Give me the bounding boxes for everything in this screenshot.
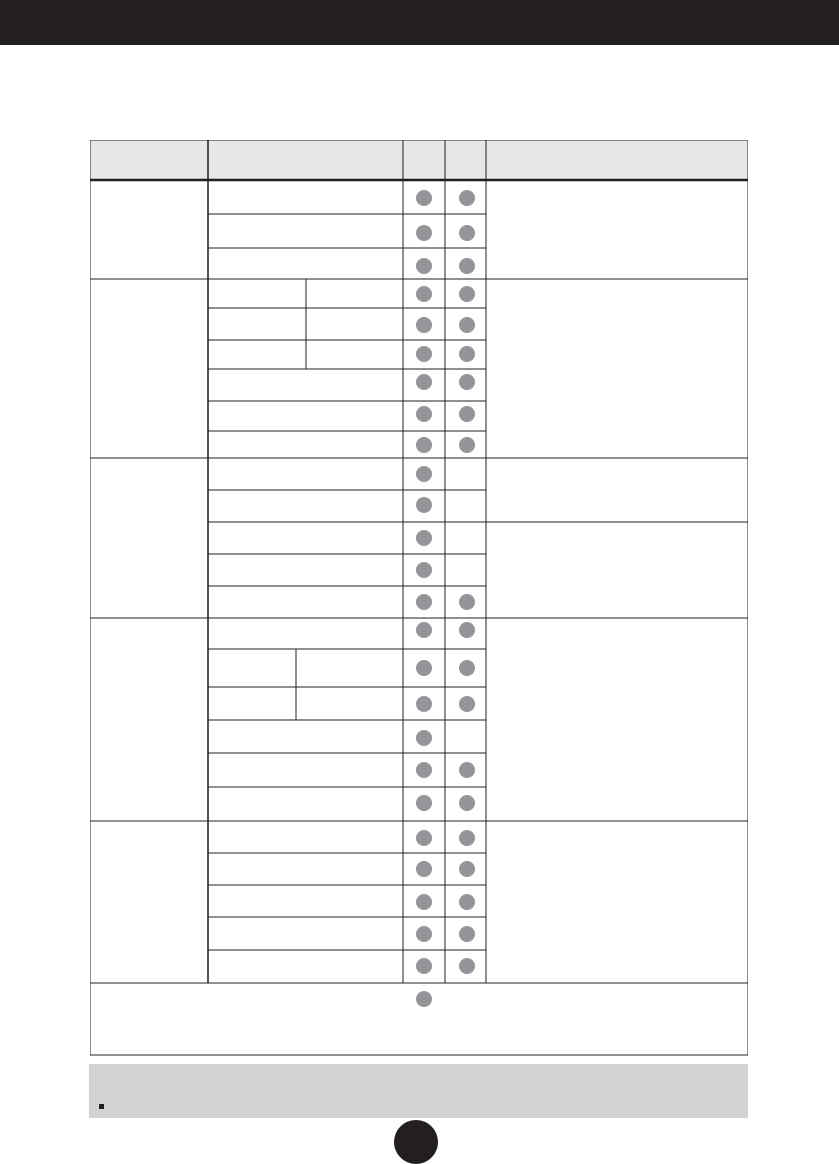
gray-dot-icon — [416, 958, 432, 974]
gray-dot-icon — [459, 346, 475, 362]
gray-dot-icon — [416, 830, 432, 846]
gray-dot-icon — [459, 437, 475, 453]
gray-dot-icon — [416, 730, 432, 746]
note-box — [89, 1064, 748, 1118]
gray-dot-icon — [416, 795, 432, 811]
header-bar — [0, 0, 839, 45]
gray-dot-icon — [459, 374, 475, 390]
gray-dot-icon — [416, 406, 432, 422]
gray-dot-icon — [459, 830, 475, 846]
gray-dot-icon — [416, 530, 432, 546]
gray-dot-icon — [459, 317, 475, 333]
gray-dot-icon — [416, 762, 432, 778]
gray-dot-icon — [459, 894, 475, 910]
gray-dot-icon — [459, 258, 475, 274]
gray-dot-icon — [416, 190, 432, 206]
gray-dot-icon — [416, 497, 432, 513]
gray-dot-icon — [416, 594, 432, 610]
gray-dot-icon — [459, 622, 475, 638]
gray-dot-icon — [416, 346, 432, 362]
gray-dot-icon — [459, 696, 475, 712]
gray-dot-icon — [459, 795, 475, 811]
gray-dot-icon — [416, 991, 432, 1007]
gray-dot-icon — [459, 594, 475, 610]
gray-dot-icon — [416, 374, 432, 390]
gray-dot-icon — [416, 258, 432, 274]
gray-dot-icon — [459, 958, 475, 974]
gray-dot-icon — [416, 894, 432, 910]
gray-dot-icon — [416, 861, 432, 877]
gray-dot-icon — [416, 286, 432, 302]
menu-table-grid — [90, 140, 748, 1056]
table-header-background — [90, 140, 748, 180]
gray-dot-icon — [416, 562, 432, 578]
gray-dot-icon — [459, 762, 475, 778]
gray-dot-icon — [459, 225, 475, 241]
gray-dot-icon — [416, 926, 432, 942]
menu-table — [90, 140, 748, 1056]
gray-dot-icon — [416, 696, 432, 712]
gray-dot-icon — [459, 190, 475, 206]
page-number-badge — [394, 1120, 438, 1164]
gray-dot-icon — [416, 466, 432, 482]
gray-dot-icon — [459, 286, 475, 302]
gray-dot-icon — [459, 406, 475, 422]
gray-dot-icon — [459, 861, 475, 877]
square-bullet-icon — [99, 1104, 104, 1109]
gray-dot-icon — [459, 926, 475, 942]
gray-dot-icon — [459, 660, 475, 676]
gray-dot-icon — [416, 437, 432, 453]
gray-dot-icon — [416, 317, 432, 333]
gray-dot-icon — [416, 225, 432, 241]
gray-dot-icon — [416, 622, 432, 638]
gray-dot-icon — [416, 660, 432, 676]
